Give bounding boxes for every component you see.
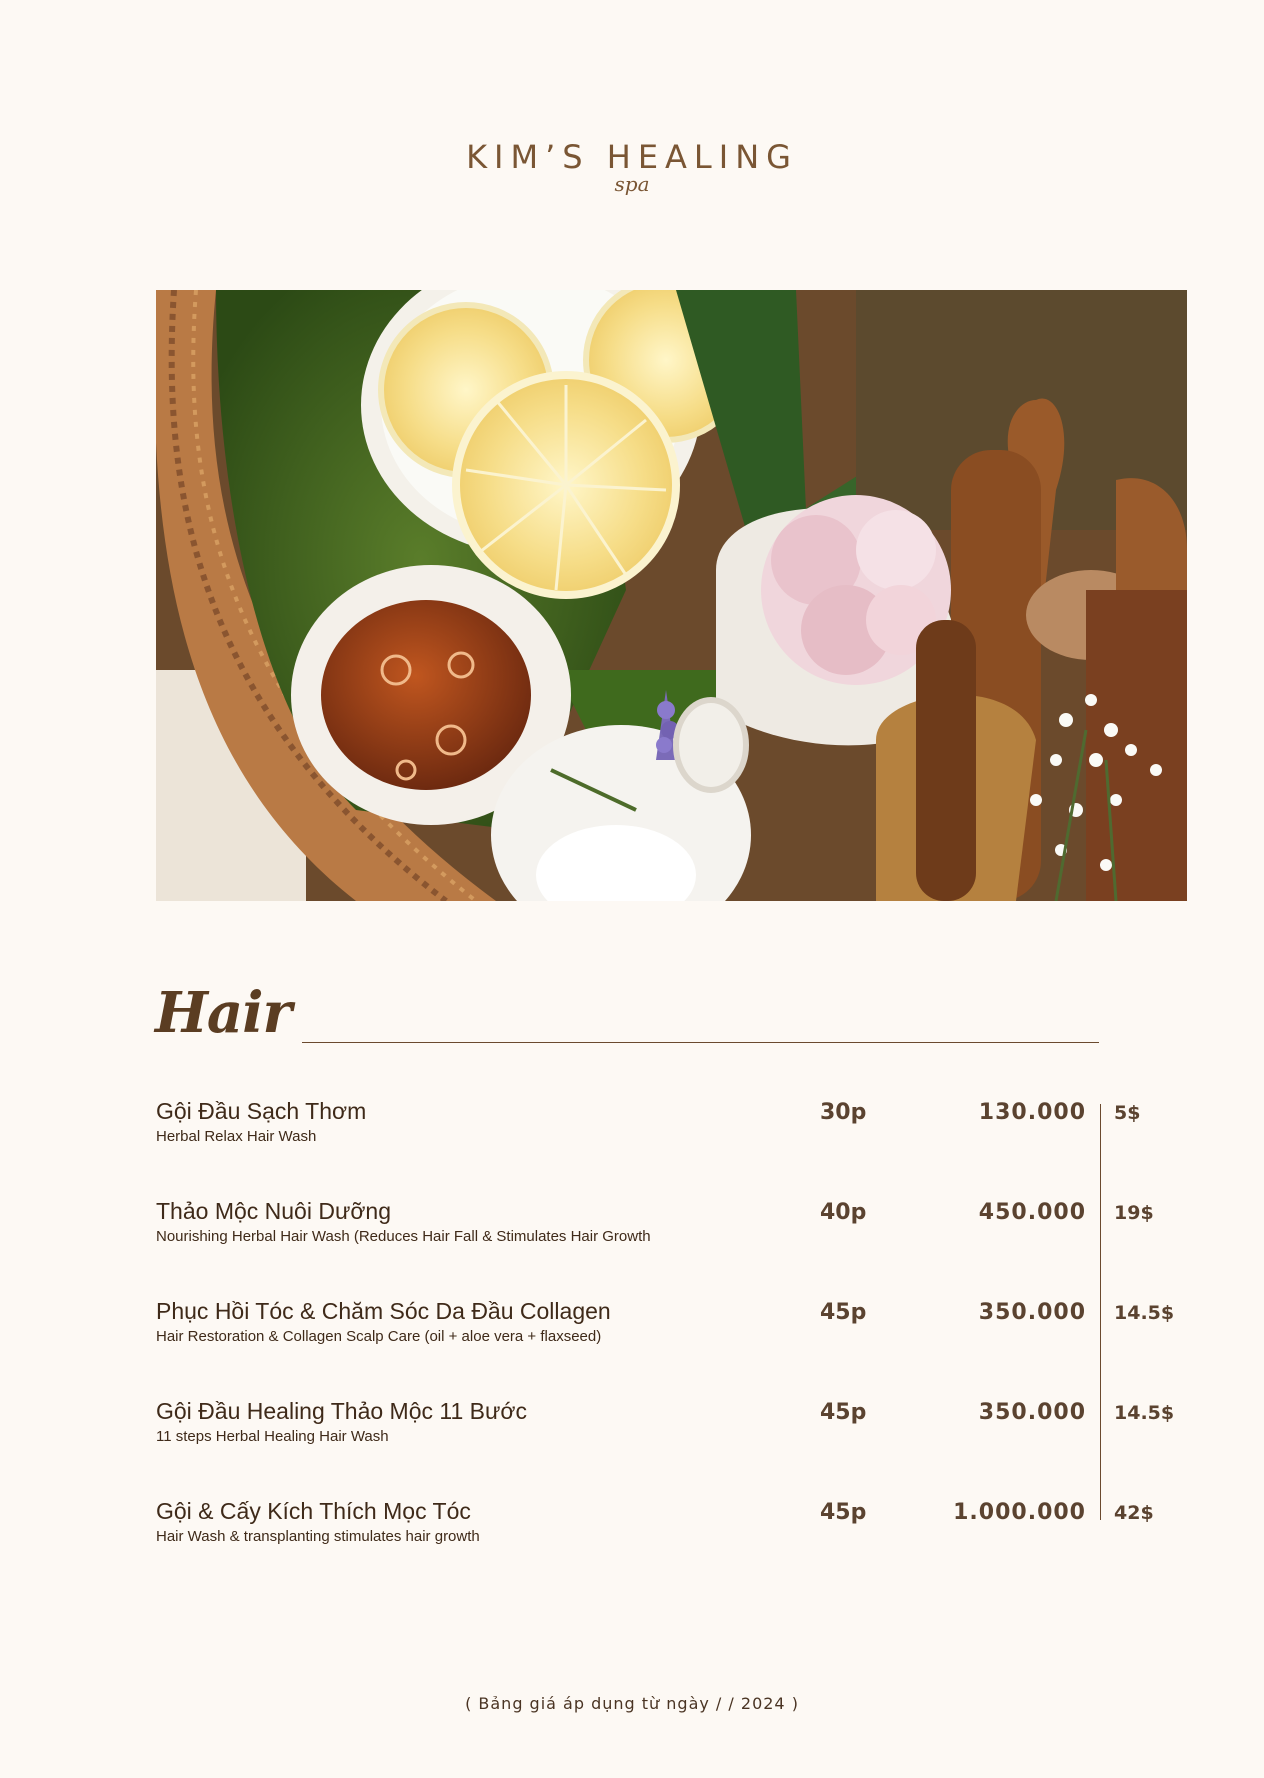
service-duration: 45p — [820, 1400, 867, 1425]
service-desc: Hair Wash & transplanting stimulates hair growth — [156, 1528, 480, 1545]
service-desc: Hair Restoration & Collagen Scalp Care (oil + aloe vera + flaxseed) — [156, 1328, 602, 1345]
hero-photo — [156, 290, 1187, 901]
service-duration: 45p — [820, 1300, 867, 1325]
service-price-usd: 5$ — [1114, 1102, 1141, 1124]
service-price-vnd: 350.000 — [978, 1300, 1086, 1325]
service-name: Gội & Cấy Kích Thích Mọc Tóc — [156, 1498, 471, 1524]
section-divider — [302, 1042, 1099, 1043]
service-item — [0, 1098, 1264, 1158]
service-desc: Herbal Relax Hair Wash — [156, 1128, 317, 1145]
service-item — [0, 1198, 1264, 1258]
brand-sub: spa — [614, 172, 650, 196]
service-item — [0, 1498, 1264, 1558]
service-desc: 11 steps Herbal Healing Hair Wash — [156, 1428, 389, 1445]
service-name: Phục Hồi Tóc & Chăm Sóc Da Đầu Collagen — [156, 1298, 611, 1324]
price-effective-note: ( Bảng giá áp dụng từ ngày / / 2024 ) — [465, 1694, 799, 1713]
service-price-vnd: 350.000 — [978, 1400, 1086, 1425]
brand-name: KIM’S HEALING — [466, 138, 798, 176]
section-title: Hair — [155, 980, 291, 1046]
service-price-vnd: 1.000.000 — [953, 1500, 1086, 1525]
service-price-vnd: 130.000 — [978, 1100, 1086, 1125]
service-name: Gội Đầu Sạch Thơm — [156, 1098, 367, 1124]
service-price-usd: 14.5$ — [1114, 1302, 1175, 1324]
service-desc: Nourishing Herbal Hair Wash (Reduces Hair Fall & Stimulates Hair Growth — [156, 1228, 651, 1245]
service-duration: 30p — [820, 1100, 867, 1125]
service-item — [0, 1298, 1264, 1358]
service-price-usd: 42$ — [1114, 1502, 1154, 1524]
service-price-usd: 19$ — [1114, 1202, 1154, 1224]
service-duration: 40p — [820, 1200, 867, 1225]
service-duration: 45p — [820, 1500, 867, 1525]
service-name: Gội Đầu Healing Thảo Mộc 11 Bước — [156, 1398, 527, 1424]
service-price-usd: 14.5$ — [1114, 1402, 1175, 1424]
service-name: Thảo Mộc Nuôi Dưỡng — [156, 1198, 392, 1224]
service-price-vnd: 450.000 — [978, 1200, 1086, 1225]
service-item — [0, 1398, 1264, 1458]
